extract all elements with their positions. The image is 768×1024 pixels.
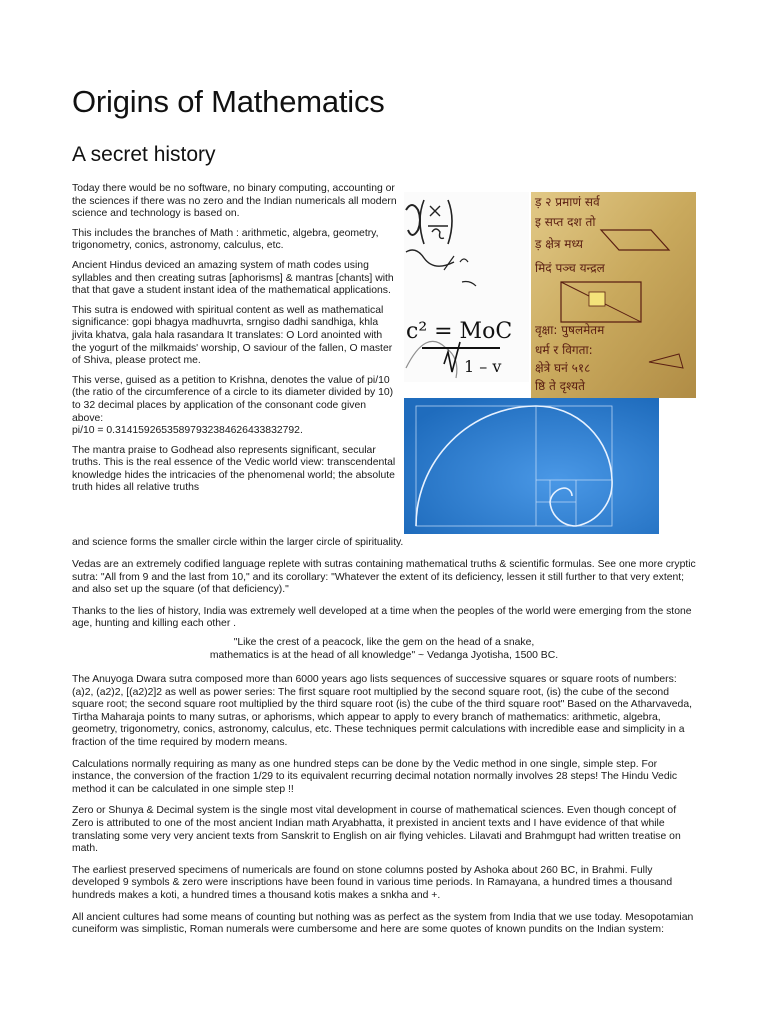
- pi-value: pi/10 = 0.31415926535897932384626433832792.: [72, 425, 303, 437]
- quote-line: "Like the crest of a peacock, like the gem on the head of a snake,: [233, 637, 535, 648]
- body-section-2: [72, 674, 696, 944]
- manuscript-line: ड़ क्षेत्र मध्य: [535, 237, 583, 251]
- sanskrit-manuscript-image: [531, 192, 696, 398]
- golden-spiral-drawing: [404, 398, 659, 534]
- paragraph: Ancient Hindus deviced an amazing system of math codes using syllables and then creating sutras [aphorisms] & mantras [chants] with that that gave a student instant idea of the mathematical applications.: [72, 259, 394, 297]
- overflow-line: [72, 537, 696, 557]
- manuscript-line: मिदं पञ्च यन्द्रल: [535, 261, 605, 275]
- page-title: Origins of Mathematics: [72, 84, 385, 119]
- intro-column: [72, 183, 398, 495]
- paragraph: Today there would be no software, no binary computing, accounting or the sciences if there was no zero and the Indian numericals all modern science and technology is based on.: [72, 183, 397, 220]
- paragraph: All ancient cultures had some means of counting but nothing was as perfect as the system from India that we use today. Mesopotamian cuneiform was simplistic, Roman numerals were cumbersome and here are some quotes of known pundits on the Indian system:: [72, 911, 694, 936]
- manuscript-line: धर्म र विगता:: [535, 343, 593, 357]
- manuscript-drawing: [531, 192, 696, 398]
- paragraph: Thanks to the lies of history, India was extremely well developed at a time when the peoples of the world were emerging from the stone age, hunting and killing each other .: [72, 605, 692, 630]
- manuscript-line: ड़ २ प्रमाणं सर्व: [535, 195, 600, 209]
- manuscript-line: इ सप्त दश तो: [535, 215, 596, 229]
- body-section-1: [72, 559, 696, 638]
- manuscript-line: वृक्षा: पुषलमेतम: [535, 323, 605, 337]
- handwritten-formula-drawing: [404, 192, 529, 382]
- paragraph: and science forms the smaller circle within the larger circle of spirituality.: [72, 537, 404, 548]
- paragraph: This sutra is endowed with spiritual content as well as mathematical significance: gopi bhagya madhuvrta, srngiso dadhi sandhiga, khla jivita khatva, gala hala rasandara It translates: O Lord anointed with the yogurt of the milkmaids' worship, O saviour of the fallen, O master of Shiva, please protect me.: [72, 304, 393, 367]
- manuscript-line: क्षेत्रे घनं ५१८: [535, 361, 591, 375]
- paragraph: This includes the branches of Math : arithmetic, algebra, geometry, trigonometry, conics, astronomy, calculus, etc.: [72, 227, 379, 252]
- golden-spiral-image: [404, 398, 659, 534]
- paragraph: The mantra praise to Godhead also represents significant, secular truths. This is the real essence of the Vedic world view: transcendental knowledge hides the intricacies of the phenomenal world; the absolute truth hides all relative truths: [72, 444, 396, 494]
- formula-image: [404, 192, 529, 382]
- paragraph: Calculations normally requiring as many as one hundred steps can be done by the Vedic method in one single, simple step. For instance, the conversion of the fraction 1/29 to its equivalent recurring decimal notation normally involves 28 steps! The Hindu Vedic method it can be calculated in one simple step !!: [72, 758, 678, 795]
- quote-line: mathematics is at the head of all knowledge" ~ Vedanga Jyotisha, 1500 BC.: [209, 649, 559, 661]
- quote-block: [72, 637, 696, 669]
- paragraph: Zero or Shunya & Decimal system is the single most vital development in course of mathematical sciences. Even though concept of Zero is attributed to one of the most ancient Indian math Aryabhatta, it prexisted in ancient texts and I have evidence of that while translating some very very ancient texts from Sanskrit to English on air flying vehicles. Lilavati and Brahmgupt had written treatise on math.: [72, 805, 681, 855]
- paragraph: Vedas are an extremely codified language replete with sutras containing mathematical truths & scientific formulas. See one more cryptic sutra: "All from 9 and the last from 10," and its corollary: "Whatever the extent of its deficiency, lessen it still further to that very extent; and also set up the square (of that deficiency).": [72, 559, 696, 596]
- paragraph: The earliest preserved specimens of numericals are found on stone columns posted by Ashoka about 260 BC, in Brahmi. Fully developed 9 symbols & zero were inscriptions have been found in various time periods. In Ramayana, a hundred times a thousand hundreds makes a koti, a hundred times a thousand kotis makes a snkha and +.: [72, 864, 673, 901]
- formula-text: c² = MoC: [406, 319, 513, 344]
- formula-denominator: 1 – v: [464, 357, 502, 376]
- image-gap: [660, 398, 696, 534]
- manuscript-line: ष्ठि ते दृश्यते: [535, 379, 585, 393]
- page-subtitle: A secret history: [72, 143, 216, 166]
- paragraph: This verse, guised as a petition to Krishna, denotes the value of pi/10 (the ratio of the circumference of a circle to its diameter divided by 10) to 32 decimal places by application of the consonant code given above:: [72, 374, 394, 424]
- paragraph: The Anuyoga Dwara sutra composed more than 6000 years ago lists sequences of successive squares or square roots of numbers: (a)2, (a2)2, [(a2)2]2 as well as power series: The first square root multiplied by the second square root, (is) the cube of the second square root; the second square root multiplied by the third square root (is) the cube of the third square root" Based on the Atharvaveda, Tirtha Maharaja points to many sutras, or aphorisms, which appear to apply to every branch of mathematics: arithmetic, algebra, geometry, trigonometry, conics, astronomy, calculus, etc. These techniques permit calculations with incredible ease and simplicity in a fraction of the time required by modern means.: [72, 674, 692, 748]
